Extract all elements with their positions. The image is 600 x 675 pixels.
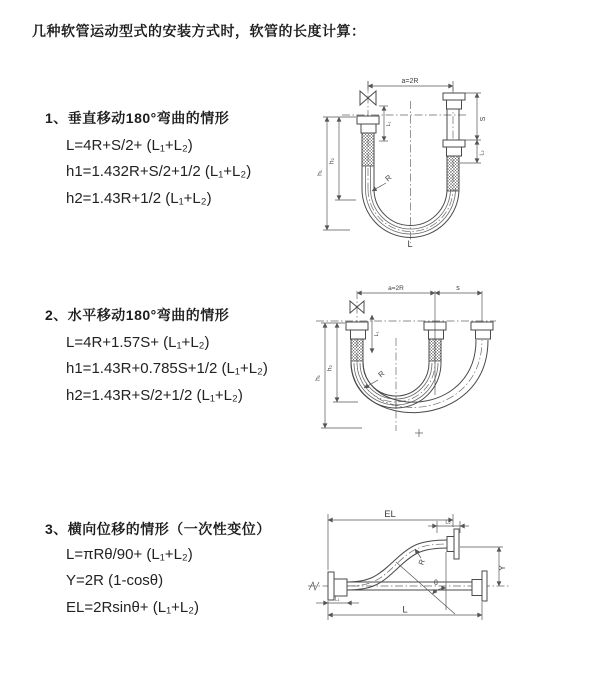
right-flange-upper-position xyxy=(443,93,465,109)
section-1-formula-L: L=4R+S/2+ (L₁+L₂) xyxy=(66,137,193,154)
hose-position-2 xyxy=(351,340,488,413)
dim-label-l1: L₁ xyxy=(334,596,340,603)
section-2-heading: 2、水平移动180°弯曲的情形 xyxy=(45,307,230,323)
section-2-formula-h1: h1=1.43R+0.785S+1/2 (L₁+L₂) xyxy=(66,360,268,377)
dim-label-s: S xyxy=(480,116,487,122)
braided-hose-section xyxy=(447,156,459,191)
right-flange-original xyxy=(472,571,487,601)
length-label: L xyxy=(407,239,413,249)
dim-label-a2r: a=2R xyxy=(401,78,419,85)
dim-label-l2: L₂ xyxy=(445,519,451,526)
dim-label-el: EL xyxy=(384,509,396,520)
dim-label-h1: h₁ xyxy=(314,375,322,381)
centerlines xyxy=(316,291,496,431)
section-1-formula-h1: h1=1.432R+S/2+1/2 (L₁+L₂) xyxy=(66,163,252,180)
dim-label-l1: L₁ xyxy=(374,331,380,337)
diagram-horizontal-180-bend xyxy=(310,283,600,463)
upper-flange-displaced xyxy=(447,529,459,559)
right-flange-position-2 xyxy=(471,322,493,339)
section-1-formula-h2: h2=1.43R+1/2 (L₁+L₂) xyxy=(66,190,212,207)
angle-theta-label: θ xyxy=(434,580,438,587)
braided-hose-section xyxy=(351,339,363,361)
section-3-formula-Y: Y=2R (1-cosθ) xyxy=(66,572,164,589)
dimension-lines xyxy=(321,291,482,437)
radius-label: R xyxy=(416,558,427,567)
left-flange-connector xyxy=(346,322,368,361)
diagram-lateral-displacement xyxy=(300,500,600,660)
section-2-formula-h2: h2=1.43R+S/2+1/2 (L₁+L₂) xyxy=(66,387,243,404)
length-label: L xyxy=(402,604,408,616)
dim-label-h2: h₂ xyxy=(326,364,334,372)
dim-label-s: s xyxy=(456,285,460,292)
section-1-heading: 1、垂直移动180°弯曲的情形 xyxy=(45,110,230,126)
section-3-heading: 3、横向位移的情形（一次性变位） xyxy=(45,521,271,537)
section-3-formula-L: L=πRθ/90+ (L₁+L₂) xyxy=(66,546,193,563)
diagram-vertical-180-bend xyxy=(310,73,600,258)
dim-label-h2: h₂ xyxy=(328,157,336,165)
dim-label-h1: h₁ xyxy=(316,170,324,176)
section-2-formula-L: L=4R+1.57S+ (L₁+L₂) xyxy=(66,334,210,351)
dim-label-l2: L₂ xyxy=(479,150,486,156)
section-3-formula-EL: EL=2Rsinθ+ (L₁+L₂) xyxy=(66,599,200,616)
radius-label: R xyxy=(376,368,387,380)
braided-hose-section xyxy=(362,133,374,166)
radius-label: R xyxy=(383,172,394,184)
right-flange-lower-position xyxy=(443,140,465,191)
left-flange-connector xyxy=(357,116,379,166)
page-title: 几种软管运动型式的安装方式时，软管的长度计算： xyxy=(32,23,366,39)
dim-label-y: Y xyxy=(498,565,507,571)
dim-label-a2r: a=2R xyxy=(388,285,404,292)
dim-label-l1: L₁ xyxy=(386,121,392,127)
